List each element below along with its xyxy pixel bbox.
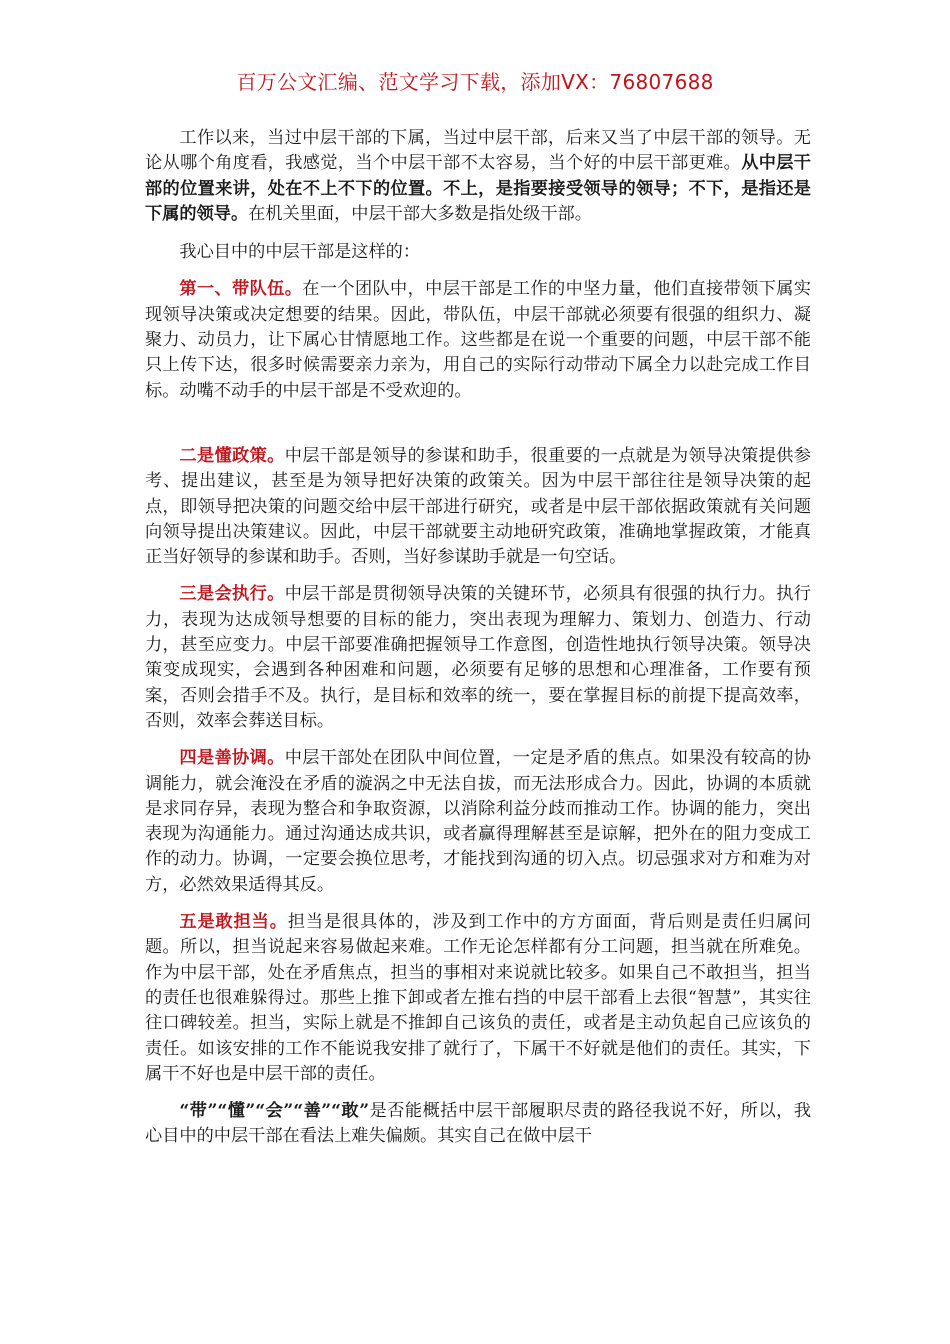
paragraph-point-3: [145, 582, 811, 734]
point-4-text: 中层干部处在团队中间位置，一定是矛盾的焦点。如果没有较高的协调能力，就会淹没在矛盾的漩涡之中无法自拔，而无法形成合力。因此，协调的本质就是求同存异，表现为整合和争取资源，以消除利益分歧而推动工作。协调的能力，突出表现为沟通能力。通过沟通达成共识，或者赢得理解甚至是谅解，把外在的阻力变成工作的动力。协调，一定要会换位思考，才能找到沟通的切入点。切忌强求对方和难为对方，必然效果适得其反。: [145, 748, 811, 895]
paragraph-point-1: [145, 277, 811, 403]
paragraph-intro: [145, 126, 811, 227]
summary-text: 是否能概括中层干部履职尽责的路径我说不好，所以，我心目中的中层干部在看法上难失偏颇。其实自己在做中层干: [145, 1101, 811, 1147]
point-2-heading: 二是懂政策。: [179, 445, 285, 466]
point-1-heading: 第一、带队伍。: [179, 279, 303, 300]
paragraph-point-5: [145, 910, 811, 1087]
point-5-heading: 五是敢担当。: [179, 912, 288, 933]
paragraph-summary: [145, 1099, 811, 1150]
point-2-text: 中层干部是领导的参谋和助手，很重要的一点就是为领导决策提供参考、提出建议，甚至是为领导把好决策的政策关。因为中层干部往往是领导决策的起点，即领导把决策的问题交给中层干部进行研究，或者是中层干部依据政策就有关问题向领导提出决策建议。因此，中层干部就要主动地研究政策，准确地掌握政策，才能真正当好领导的参谋和助手。否则，当好参谋助手就是一句空话。: [145, 445, 811, 568]
point-4-heading: 四是善协调。: [179, 748, 285, 769]
summary-heading: “带”“懂”“会”“善”“敢”: [179, 1101, 370, 1122]
point-1-text: 在一个团队中，中层干部是工作的中坚力量，他们直接带领下属实现领导决策或决定想要的结果。因此，带队伍，中层干部就必须要有很强的组织力、凝聚力、动员力，让下属心甘情愿地工作。这些都是在说一个重要的问题，中层干部不能只上传下达，很多时候需要亲力亲为，用自己的实际行动带动下属全力以赴完成工作目标。动嘴不动手的中层干部是不受欢迎的。: [145, 279, 811, 401]
point-3-heading: 三是会执行。: [179, 584, 285, 605]
paragraph-intro-text: 工作以来，当过中层干部的下属，当过中层干部，后来又当了中层干部的领导。无论从哪个角度看，我感觉，当个中层干部不太容易，当个好的中层干部更难。: [145, 128, 811, 174]
paragraph-point-2: [145, 444, 811, 570]
document-body: [145, 126, 811, 1150]
paragraph-intro-tail: 在机关里面，中层干部大多数是指处级干部。: [248, 203, 592, 224]
point-3-text: 中层干部是贯彻领导决策的关键环节，必须具有很强的执行力。执行力，表现为达成领导想要的目标的能力，突出表现为理解力、策划力、创造力、行动力，甚至应变力。中层干部要准确把握领导工作意图，创造性地执行领导决策。领导决策变成现实，会遇到各种困难和问题，必须要有足够的思想和心理准备，工作要有预案，否则会措手不及。执行，是目标和效率的统一，要在掌握目标的前提下提高效率，否则，效率会葬送目标。: [145, 584, 811, 731]
paragraph-lead: 我心目中的中层干部是这样的：: [179, 242, 421, 263]
paragraph-point-4: [145, 746, 811, 898]
watermark-header: 百万公文汇编、范文学习下载，添加VX：76807688: [236, 70, 714, 94]
point-5-text: 担当是很具体的，涉及到工作中的方方面面，背后则是责任归属问题。所以，担当说起来容易做起来难。工作无论怎样都有分工问题，担当就在所难免。作为中层干部，处在矛盾焦点，担当的事相对来说就比较多。如果自己不敢担当，担当的责任也很难躲得过。那些上推下卸或者左推右挡的中层干部看上去很“智慧”，其实往往口碑较差。担当，实际上就是不推卸自己该负的责任，或者是主动负起自己应该负的责任。如该安排的工作不能说我安排了就行了，下属干不好就是他们的责任。其实，下属干不好也是中层干部的责任。: [145, 912, 811, 1084]
paragraph-intro-bold: 从中层干部的位置来讲，处在不上不下的位置。不上，是指要接受领导的领导；不下，是指还是下属的领导。: [145, 153, 811, 224]
